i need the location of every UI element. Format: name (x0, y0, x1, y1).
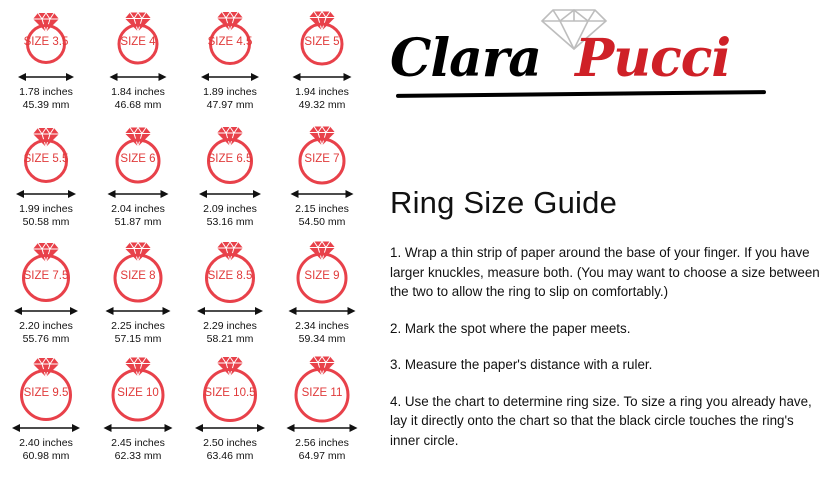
ring-measure-inches: 1.94 inches (295, 86, 349, 98)
ring-measure-inches: 2.20 inches (19, 320, 73, 332)
ring-size-cell (92, 119, 184, 236)
ring-measurement (184, 437, 276, 462)
ring-measure-mm: 62.33 mm (114, 449, 162, 462)
ring-measure-mm: 55.76 mm (22, 332, 70, 345)
guide-step: 4. Use the chart to determine ring size. To size a ring you already have, lay it directly onto the chart so that the black circle touches the ring's inner circle. (390, 393, 812, 448)
ring-size-cell (276, 236, 368, 353)
ring-measurement (276, 437, 368, 462)
ring-size-cell (92, 236, 184, 353)
ring-illustration (276, 119, 368, 191)
ring-measurement (184, 86, 276, 111)
diameter-arrow (92, 421, 184, 435)
ring-size-cell (92, 353, 184, 470)
ring-size-cell (184, 353, 276, 470)
ring-size-label: SIZE 7 (304, 153, 340, 165)
ring-measure-mm: 49.32 mm (298, 98, 346, 111)
ring-measure-mm: 46.68 mm (114, 98, 162, 111)
ring-measure-inches: 2.50 inches (203, 437, 257, 449)
ring-illustration (184, 353, 276, 425)
ring-size-cell (0, 236, 92, 353)
ring-size-label: SIZE 4.5 (207, 36, 253, 48)
ring-illustration (92, 2, 184, 74)
ring-illustration (184, 236, 276, 308)
ring-measurement (276, 203, 368, 228)
ring-measure-inches: 2.15 inches (295, 203, 349, 215)
ring-measure-mm: 53.16 mm (206, 215, 254, 228)
diameter-arrow (184, 70, 276, 84)
ring-measure-mm: 50.58 mm (22, 215, 70, 228)
ring-measure-inches: 2.40 inches (19, 437, 73, 449)
ring-measure-mm: 59.34 mm (298, 332, 346, 345)
ring-size-label: SIZE 6 (120, 153, 156, 165)
ring-size-label: SIZE 7.5 (23, 270, 69, 282)
ring-size-label: SIZE 3.5 (23, 36, 69, 48)
ring-size-cell (184, 119, 276, 236)
ring-size-cell (276, 2, 368, 119)
ring-measure-inches: 2.45 inches (111, 437, 165, 449)
ring-measure-mm: 58.21 mm (206, 332, 254, 345)
diameter-arrow (276, 70, 368, 84)
ring-measure-mm: 54.50 mm (298, 215, 346, 228)
diameter-arrow (276, 304, 368, 318)
diameter-arrow (184, 187, 276, 201)
diameter-arrow (184, 304, 276, 318)
ring-illustration (0, 2, 92, 74)
ring-size-guide-text (390, 185, 822, 467)
ring-size-label: SIZE 5 (304, 36, 340, 48)
page-title: Ring Size Guide (390, 185, 618, 220)
ring-illustration (92, 119, 184, 191)
ring-illustration (276, 353, 368, 425)
ring-size-cell (276, 353, 368, 470)
ring-measure-inches: 1.84 inches (111, 86, 165, 98)
diameter-arrow (0, 187, 92, 201)
ring-illustration (92, 353, 184, 425)
ring-size-cell (184, 236, 276, 353)
diameter-arrow (92, 304, 184, 318)
diameter-arrow (0, 304, 92, 318)
ring-measure-inches: 2.29 inches (203, 320, 257, 332)
brand-logo (390, 6, 790, 116)
diameter-arrow (276, 421, 368, 435)
ring-size-chart (0, 0, 368, 501)
ring-size-cell (276, 119, 368, 236)
brand-name (390, 28, 790, 89)
ring-measure-mm: 63.46 mm (206, 449, 254, 462)
ring-size-label: SIZE 6.5 (207, 153, 253, 165)
ring-measure-inches: 1.89 inches (203, 86, 257, 98)
ring-illustration (0, 119, 92, 191)
ring-measure-mm: 64.97 mm (298, 449, 346, 462)
ring-size-label: SIZE 4 (120, 36, 156, 48)
ring-measurement (0, 203, 92, 228)
ring-size-label: SIZE 8.5 (207, 270, 253, 282)
ring-measurement (92, 320, 184, 345)
ring-measure-inches: 1.78 inches (19, 86, 73, 98)
ring-measure-inches: 2.25 inches (111, 320, 165, 332)
ring-measure-mm: 51.87 mm (114, 215, 162, 228)
ring-size-cell (184, 2, 276, 119)
ring-size-label: SIZE 9.5 (23, 387, 69, 399)
ring-illustration (92, 236, 184, 308)
ring-measure-inches: 2.04 inches (111, 203, 165, 215)
ring-measurement (0, 437, 92, 462)
ring-measurement (92, 86, 184, 111)
ring-size-grid (0, 2, 368, 470)
ring-measure-mm: 45.39 mm (22, 98, 70, 111)
ring-measurement (92, 437, 184, 462)
ring-size-label: SIZE 11 (301, 387, 343, 399)
ring-measurement (276, 86, 368, 111)
diameter-arrow (92, 70, 184, 84)
ring-measure-inches: 2.09 inches (203, 203, 257, 215)
ring-size-label: SIZE 5.5 (23, 153, 69, 165)
ring-illustration (276, 2, 368, 74)
ring-measurement (184, 320, 276, 345)
guide-step: 1. Wrap a thin strip of paper around the base of your finger. If you have larger knuckles, measure both. (You may want to choose a size between the two to allow the ring to slip on comfortably.) (390, 245, 820, 299)
ring-size-cell (0, 2, 92, 119)
ring-measure-mm: 57.15 mm (114, 332, 162, 345)
ring-size-label: SIZE 10.5 (204, 387, 256, 399)
ring-size-label: SIZE 9 (304, 270, 340, 282)
ring-measurement (184, 203, 276, 228)
info-panel (368, 0, 839, 501)
brand-name-second: Pucci (575, 28, 731, 89)
ring-illustration (184, 2, 276, 74)
ring-measure-mm: 47.97 mm (206, 98, 254, 111)
ring-measurement (0, 86, 92, 111)
diameter-arrow (276, 187, 368, 201)
guide-step: 3. Measure the paper's distance with a ruler. (390, 357, 653, 372)
ring-size-cell (0, 353, 92, 470)
diameter-arrow (92, 187, 184, 201)
ring-measure-inches: 2.56 inches (295, 437, 349, 449)
ring-illustration (0, 236, 92, 308)
diameter-arrow (184, 421, 276, 435)
ring-illustration (184, 119, 276, 191)
ring-size-cell (0, 119, 92, 236)
ring-measure-inches: 2.34 inches (295, 320, 349, 332)
ring-measure-mm: 60.98 mm (22, 449, 70, 462)
ring-measurement (92, 203, 184, 228)
ring-size-label: SIZE 10 (117, 387, 159, 399)
diameter-arrow (0, 421, 92, 435)
diameter-arrow (0, 70, 92, 84)
ring-measurement (276, 320, 368, 345)
ring-illustration (276, 236, 368, 308)
ring-size-cell (92, 2, 184, 119)
brand-underline (396, 90, 766, 98)
guide-steps (390, 243, 822, 450)
ring-measurement (0, 320, 92, 345)
guide-step: 2. Mark the spot where the paper meets. (390, 320, 631, 336)
ring-size-label: SIZE 8 (120, 270, 156, 282)
ring-measure-inches: 1.99 inches (19, 203, 73, 215)
ring-illustration (0, 353, 92, 425)
brand-name-first: Clara (390, 28, 541, 89)
